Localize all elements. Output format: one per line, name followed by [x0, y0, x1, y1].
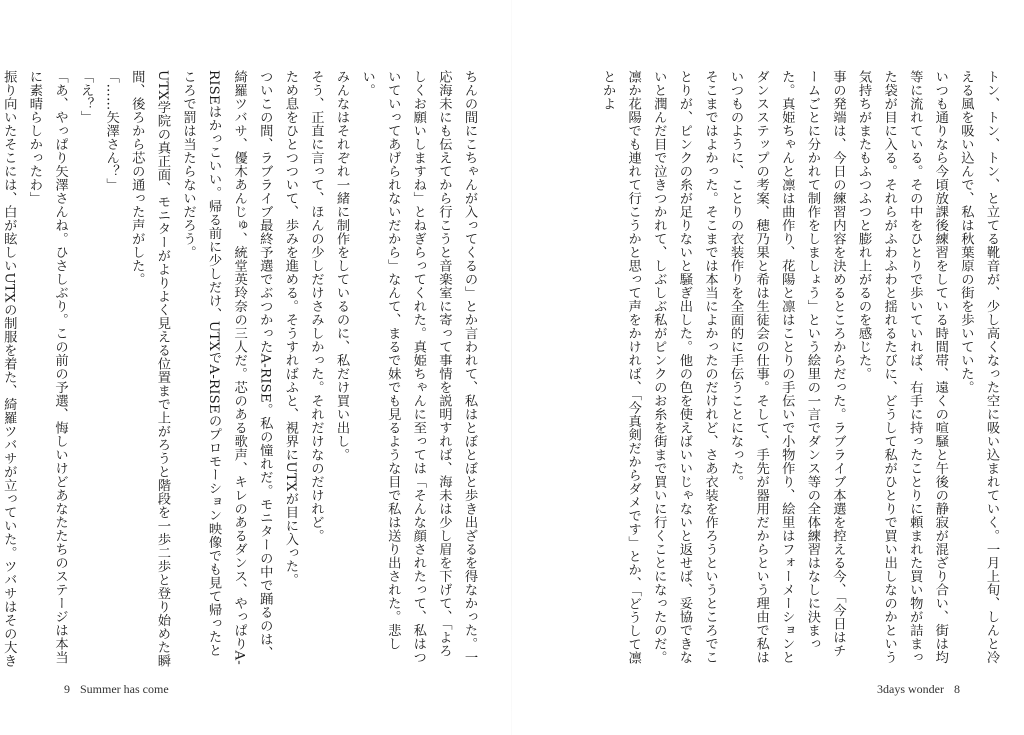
- left-page-body: [1, 70, 482, 670]
- paragraph: 事の発端は、今日の練習内容を決めるところからだった。ラブライブ本選を控える今、「今日はチームごとに分かれて制作をしましょう」という絵里の一言でダンス等の全体練習はなしに決まった。真姫ちゃんと凛は曲作り、花陽と凛はことりの手伝いで小物作り、絵里はフォーメーションとダンスステップの考案、穂乃果と希は生徒会の仕事。そして、手先が器用だからという理由で私はいつものように、ことりの衣装作りを全面的に手伝うことになった。: [728, 70, 846, 664]
- page-number: 8: [954, 682, 960, 696]
- paragraph: いつも通りなら今頃放課後練習をしている時間帯、遠くの喧騒と午後の静寂が混ざり合い、街は均等に流れている。その中をひとりで歩いていれば、右手に持ったことりに頼まれた買い物が詰まった袋が目に入る。それらがふわふわと揺れるたびに、どうして私がひとりで買い出しなのかという気持ちがまたもふつふつと膨れ上がるのを感じた。: [856, 70, 948, 664]
- running-title: 3days wonder: [877, 682, 944, 696]
- paragraph: UTX学院の真正面、モニターがよりよく見える位置まで上がろうと階段を一歩二歩と登り始めた瞬間、後ろから芯の通った声がした。: [129, 70, 170, 668]
- paragraph: そこまではよかった。そこまでは本当によかったのだけれど、さあ衣装を作ろうというところでことりが、ピンクの糸が足りないと騒ぎ出した。他の色を使えばいいじゃないと返せば、妥協できないと潤んだ目で泣きつかれて、しぶしぶ私がピンクのお糸を街まで買いに行くことになったのだ。: [651, 70, 718, 664]
- paragraph: 「……矢澤さん？」: [103, 70, 119, 192]
- right-page-footer: [877, 682, 960, 697]
- paragraph: 凛か花陽でも連れて行こうかと思って声をかければ、「今真剣だからダメです」とか、「どうして凛とかよ: [600, 70, 641, 665]
- right-page-body: [600, 70, 1004, 670]
- paragraph: みんなはそれぞれ一緒に制作をしているのに、私だけ買い出し。: [334, 70, 350, 462]
- paragraph: 「え？」: [78, 70, 94, 124]
- paragraph: ついこの間、ラブライブ最終予選でぶつかったA-RISE。私の憧れだ。モニターの中で踊るのは、綺羅ツバサ、優木あんじゅ、統堂英玲奈の三人だ。芯のある歌声、キレのあるダンス、やっぱりA-RISEはかっこいい。帰る前に少しだけ、UTXでA-RISEのプロモーション映像でも見て帰ったところで罰は当たらないだろう。: [180, 70, 273, 665]
- paragraph: 振り向いたそこには、白が眩しいUTXの制服を着た、綺羅ツバサが立っていた。ツバサはその大き: [1, 70, 17, 668]
- running-title: Summer has come: [80, 682, 169, 696]
- left-page-footer: [64, 682, 169, 697]
- page-number: 9: [64, 682, 70, 696]
- paragraph: 「あ、やっぱり矢澤さんね。ひさしぶり。この前の予選、悔しいけどあなたたちのステージは本当に素晴らしかったわ」: [26, 70, 68, 664]
- paragraph: トン、トン、トン、と立てる靴音が、少し高くなった空に吸い込まれていく。一月上旬、しんと冷える風を吸い込んで、私は秋葉原の街を歩いていた。: [958, 70, 999, 664]
- paragraph: そう、正直に言って、ほんの少しだけさみしかった。それだけなのだけれど。: [308, 70, 324, 543]
- paragraph: ため息をひとつついて、歩みを進める。そうすればふと、視界にUTXが目に入った。: [282, 70, 298, 587]
- paragraph: ちんの間にこちゃんが入ってくるの」とか言われて、私はとぼとぼと歩き出ざるを得なかった。一応海未にも伝えてから行こうと音楽室に寄って事情を説明すれば、海未は少し眉を下げて、「よろしくお願いしますね」とねぎらってくれた。真姫ちゃんに至っては「そんな顔されたって、私はついていってあげられないだから」なんて、まるで妹でも見るような目で私は送り出された。悲しい。: [359, 70, 477, 664]
- right-page: [512, 0, 1024, 735]
